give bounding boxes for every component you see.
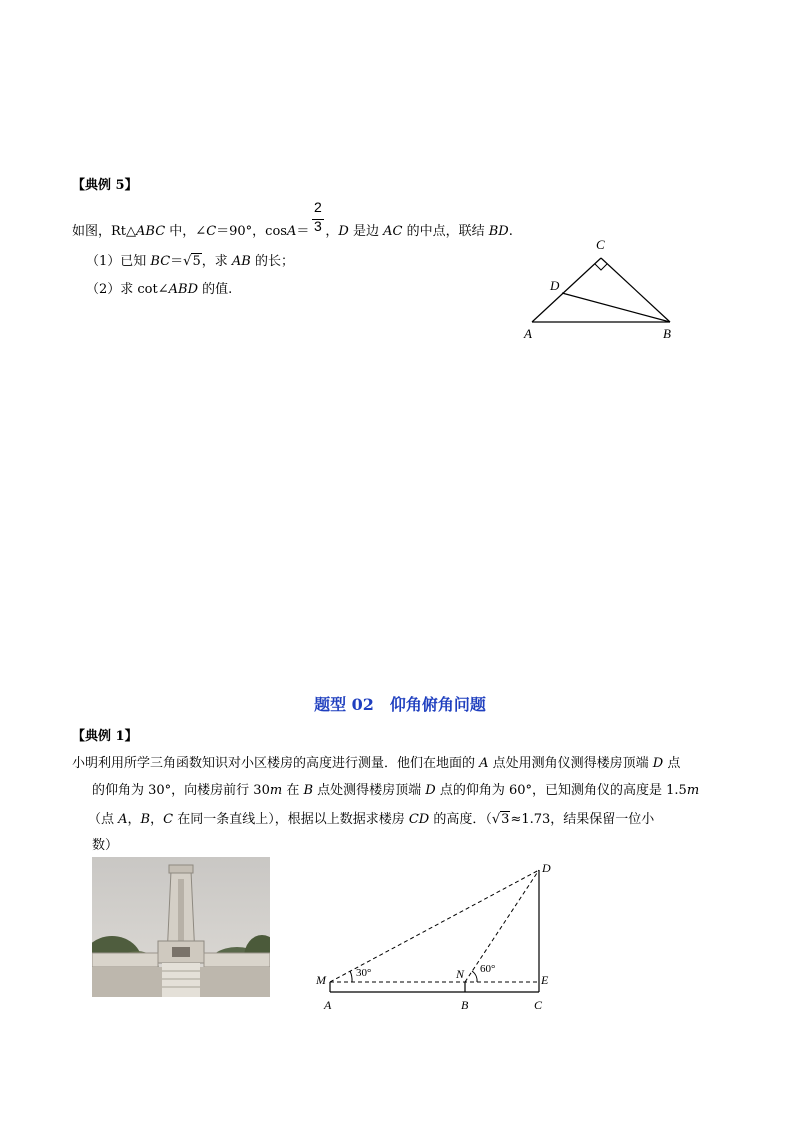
elevation-diagram [312,852,562,1022]
example5-heading: 【典例 5】 [72,178,138,193]
label-a: A [524,326,532,341]
angle-label-30: 30° [356,967,372,979]
example5-line1: 如图，Rt△ABC 中，∠C＝90°，cosA＝ ，D 是边 AC 的中点，联结 BD. [72,224,513,239]
triangle-figure [520,234,690,344]
example5-question2: （2）求 cot∠ABD 的值. [86,282,233,297]
label-m: M [316,973,326,987]
label-c: C [596,237,605,252]
side-ac [532,258,601,322]
example1-heading: 【典例 1】 [72,729,138,744]
label-d: D [542,861,551,875]
label-b: B [663,326,671,341]
right-angle-mark [595,264,607,270]
label-e: E [541,973,549,987]
label-n: N [456,967,465,981]
example5-question1: （1）已知 BC＝√5，求 AB 的长； [86,254,294,269]
label-c: C [534,998,543,1012]
section-title: 题型 02 仰角俯角问题 [314,695,486,714]
example1-line1: 小明利用所学三角函数知识对小区楼房的高度进行测量．他们在地面的 A 点处用测角仪测得楼房顶端 D 点 [72,756,681,771]
fraction-numerator: 2 [314,199,322,215]
label-b: B [461,998,469,1012]
label-d: D [550,278,560,293]
fraction-denominator: 3 [314,218,322,234]
sight-line-md [330,870,539,982]
label-a: A [324,998,332,1012]
angle-label-60: 60° [480,963,496,975]
example1-line4: 数） [92,838,119,853]
angle-arc-60 [472,971,477,982]
example1-line2: 的仰角为 30°，向楼房前行 30m 在 B 点处测得楼房顶端 D 点的仰角为 60°，已知测角仪的高度是 1.5m [92,783,700,798]
monument-photo [92,857,270,997]
angle-arc-30 [350,971,352,982]
sight-line-nd [465,870,539,982]
example1-line3: （点 A，B，C 在同一条直线上），根据以上数据求楼房 CD 的高度．（√3≈1.73，结果保留一位小 [88,812,655,827]
